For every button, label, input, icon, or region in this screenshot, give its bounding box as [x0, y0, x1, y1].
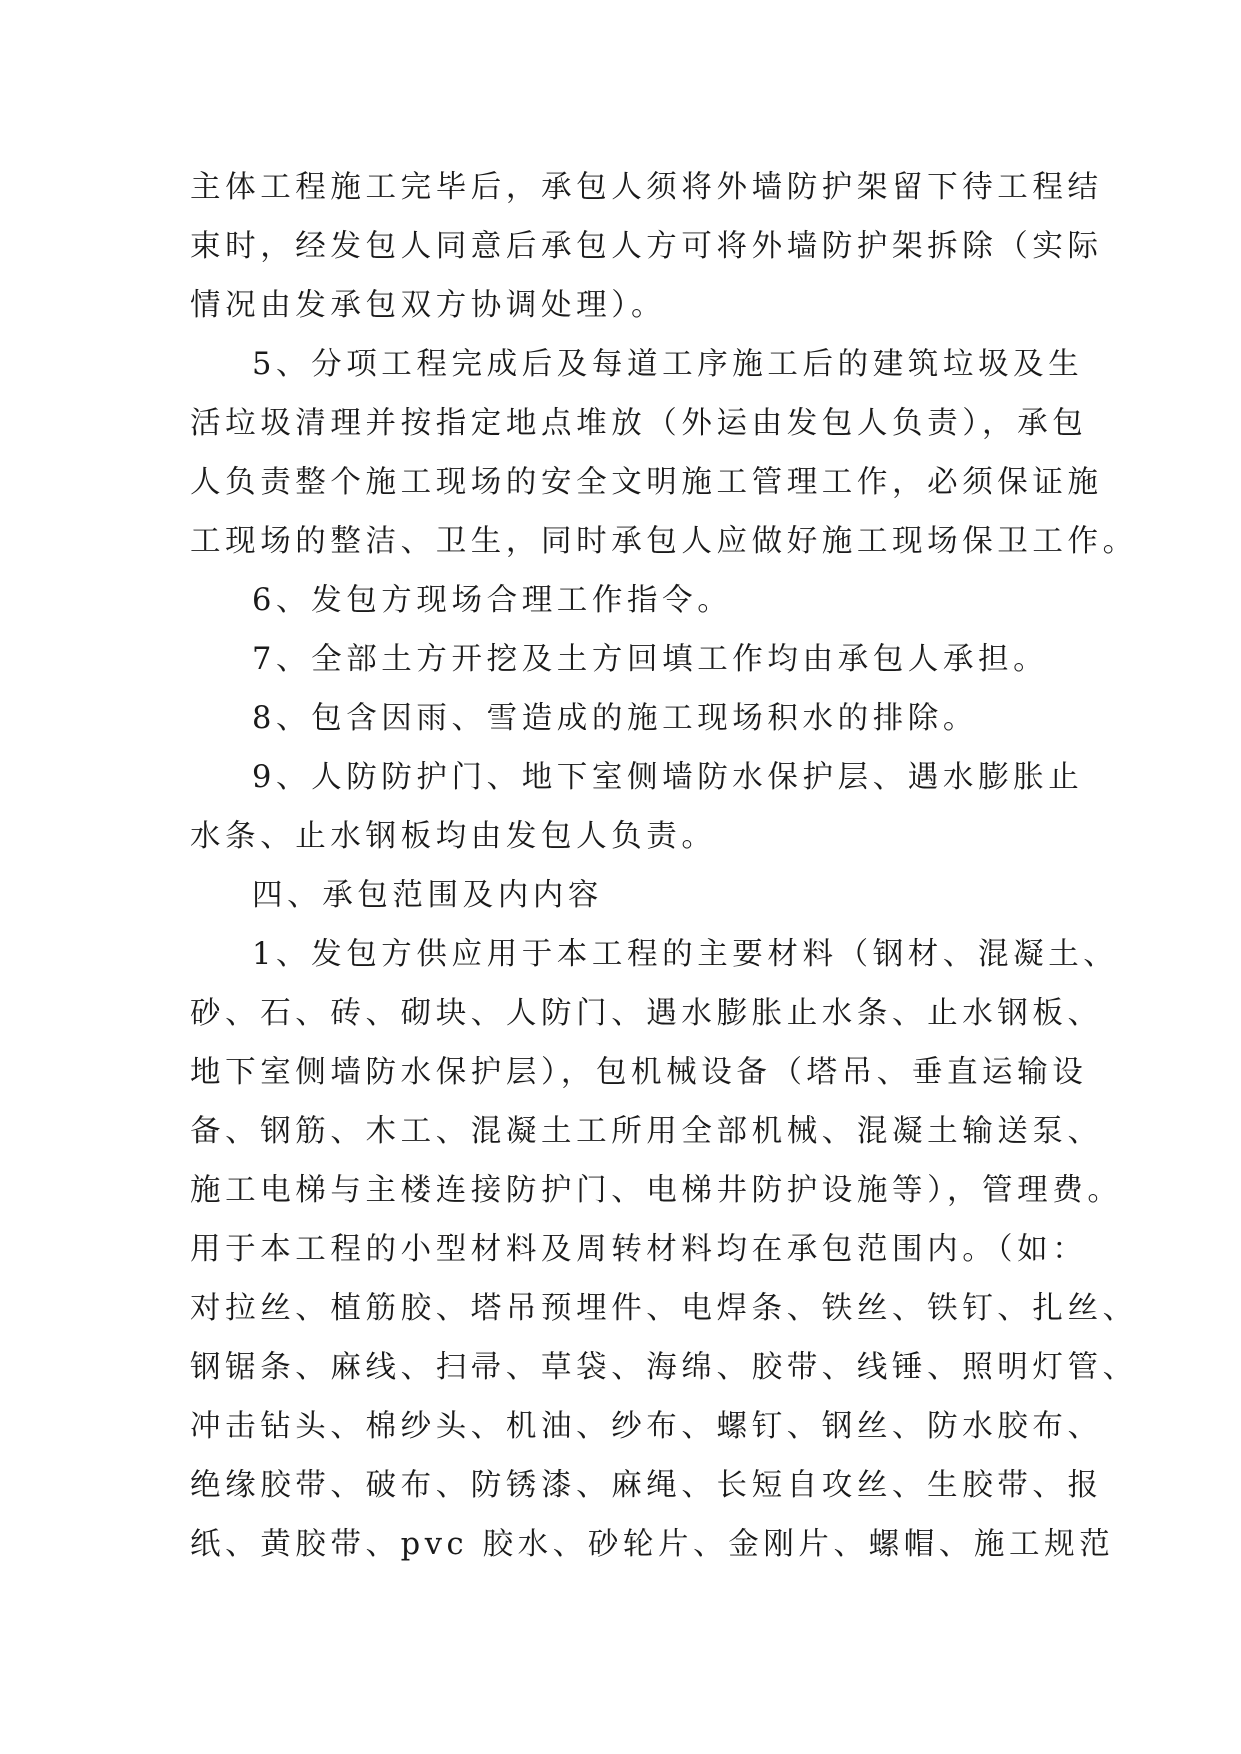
text-line: 纸、黄胶带、pvc 胶水、砂轮片、金刚片、螺帽、施工规范 — [190, 1527, 1115, 1562]
text-line: 人负责整个施工现场的安全文明施工管理工作，必须保证施 — [190, 465, 1103, 500]
item-1-line: 1、发包方供应用于本工程的主要材料（钢材、混凝土、 — [252, 937, 1119, 972]
text-line: 工现场的整洁、卫生，同时承包人应做好施工现场保卫工作。 — [190, 524, 1138, 559]
item-7-line: 7、全部土方开挖及土方回填工作均由承包人承担。 — [252, 642, 1049, 677]
text-line: 束时，经发包人同意后承包人方可将外墙防护架拆除（实际 — [190, 229, 1103, 264]
item-9-line: 9、人防防护门、地下室侧墙防水保护层、遇水膨胀止 — [252, 760, 1084, 795]
text-line: 用于本工程的小型材料及周转材料均在承包范围内。（如： — [190, 1232, 1088, 1267]
text-line: 水条、止水钢板均由发包人负责。 — [190, 819, 717, 854]
text-line: 主体工程施工完毕后，承包人须将外墙防护架留下待工程结 — [190, 170, 1103, 205]
item-6-line: 6、发包方现场合理工作指令。 — [252, 583, 733, 618]
text-line: 活垃圾清理并按指定地点堆放（外运由发包人负责），承包 — [190, 406, 1088, 441]
document-body — [190, 158, 1138, 1574]
text-line: 情况由发承包双方协调处理）。 — [190, 288, 667, 323]
text-line: 砂、石、砖、砌块、人防门、遇水膨胀止水条、止水钢板、 — [190, 996, 1103, 1031]
item-8-line: 8、包含因雨、雪造成的施工现场积水的排除。 — [252, 701, 979, 736]
text-line: 备、钢筋、木工、混凝土工所用全部机械、混凝土输送泵、 — [190, 1114, 1103, 1149]
section-heading: 四、承包范围及内内容 — [252, 878, 603, 913]
item-5-line: 5、分项工程完成后及每道工序施工后的建筑垃圾及生 — [252, 347, 1084, 382]
text-line: 冲击钻头、棉纱头、机油、纱布、螺钉、钢丝、防水胶布、 — [190, 1409, 1103, 1444]
text-line: 对拉丝、植筋胶、塔吊预埋件、电焊条、铁丝、铁钉、扎丝、 — [190, 1291, 1138, 1326]
text-line: 地下室侧墙防水保护层），包机械设备（塔吊、垂直运输设 — [190, 1055, 1088, 1090]
text-line: 钢锯条、麻线、扫帚、草袋、海绵、胶带、线锤、照明灯管、 — [190, 1350, 1138, 1385]
text-line: 施工电梯与主楼连接防护门、电梯井防护设施等），管理费。 — [190, 1173, 1123, 1208]
text-line: 绝缘胶带、破布、防锈漆、麻绳、长短自攻丝、生胶带、报 — [190, 1468, 1103, 1503]
